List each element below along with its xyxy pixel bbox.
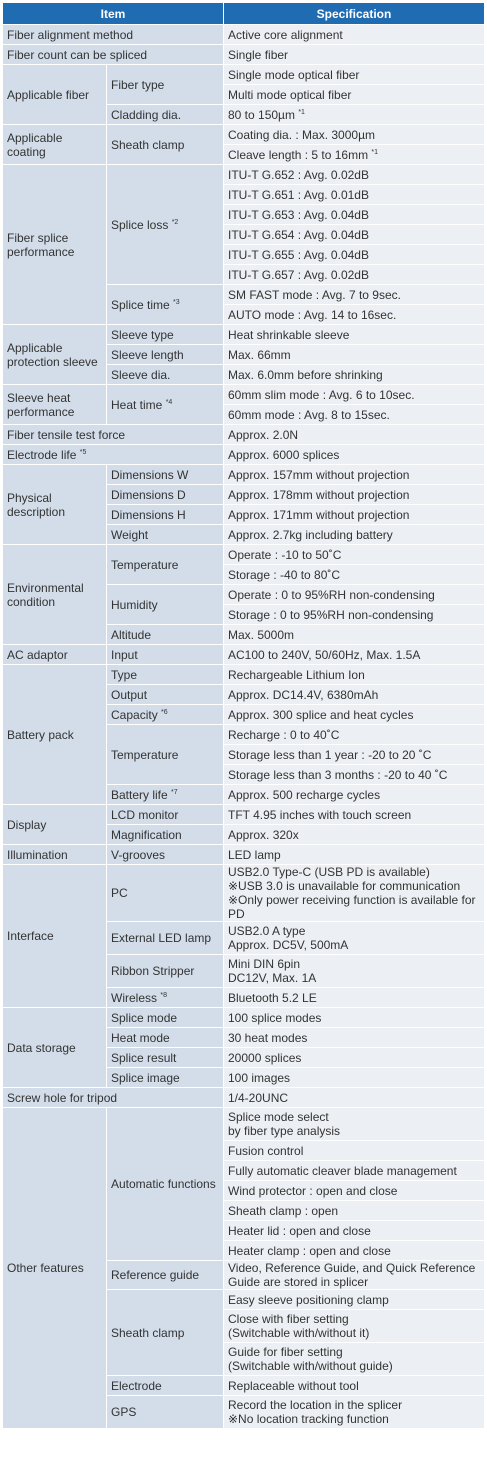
spec-value: USB2.0 Type-C (USB PD is available) ※USB 3.0 is unavailable for communication ※Only power receiving function is available for PD — [228, 865, 476, 921]
item-label-cell — [3, 445, 224, 465]
sub-item-label: Sleeve type — [111, 327, 174, 342]
sub-item-cell — [107, 125, 224, 165]
sub-item-label: Splice mode — [111, 1010, 178, 1025]
spec-value-cell — [224, 365, 485, 385]
table-row — [3, 445, 485, 465]
sub-item-label: Output — [111, 687, 148, 702]
item-label-cell — [3, 645, 107, 665]
sub-item-cell — [107, 505, 224, 525]
spec-value-cell — [224, 345, 485, 365]
spec-value: 60mm mode : Avg. 8 to 15sec. — [228, 407, 390, 422]
footnote-mark: *5 — [79, 448, 87, 456]
sub-item-cell — [107, 165, 224, 285]
spec-value: Approx. 6000 splices — [228, 447, 340, 462]
spec-value: Approx. 2.0N — [228, 427, 299, 442]
item-label-cell — [3, 45, 224, 65]
spec-value-cell — [224, 425, 485, 445]
spec-value-cell — [224, 825, 485, 845]
item-label: Interface — [7, 929, 54, 943]
spec-value-cell — [224, 625, 485, 645]
sub-item-label: Splice time — [111, 297, 170, 312]
spec-value: Max. 6.0mm before shrinking — [228, 367, 383, 382]
spec-value: Max. 5000m — [228, 627, 295, 642]
spec-value-cell — [224, 265, 485, 285]
spec-value-cell — [224, 285, 485, 305]
item-label: Display — [7, 817, 47, 832]
spec-value: Storage : 0 to 95%RH non-condensing — [228, 607, 434, 622]
sub-item-label: V-grooves — [111, 847, 166, 862]
spec-value: 1/4-20UNC — [228, 1090, 289, 1105]
spec-value: Replaceable without tool — [228, 1378, 359, 1393]
footnote-mark: *1 — [371, 148, 379, 156]
footnote-mark: *7 — [171, 788, 178, 796]
item-label: Fiber tensile test force — [7, 427, 126, 442]
spec-value-cell — [224, 485, 485, 505]
spec-value: Storage : -40 to 80˚C — [228, 567, 341, 582]
spec-value-cell — [224, 865, 485, 922]
sub-item-cell — [107, 665, 224, 685]
footnote-mark: *6 — [161, 708, 168, 716]
spec-value-cell — [224, 505, 485, 525]
spec-value-cell — [224, 1343, 485, 1376]
table-row — [3, 865, 485, 922]
sub-item-cell — [107, 105, 224, 125]
item-label-cell — [3, 385, 107, 425]
sub-item-label: Sheath clamp — [111, 137, 185, 152]
spec-value: Guide for fiber setting (Switchable with/without guide) — [228, 1345, 393, 1373]
spec-value: Bluetooth 5.2 LE — [228, 990, 317, 1005]
item-label: Other features — [7, 1261, 84, 1275]
spec-value-cell — [224, 305, 485, 325]
spec-value-cell — [224, 922, 485, 955]
spec-value: 100 splice modes — [228, 1010, 322, 1025]
sub-item-label: LCD monitor — [111, 807, 179, 822]
item-label: Data storage — [7, 1040, 76, 1055]
sub-item-label: Dimensions H — [111, 507, 186, 522]
spec-value-cell — [224, 745, 485, 765]
spec-value-cell — [224, 1028, 485, 1048]
sub-item-cell — [107, 645, 224, 665]
table-row — [3, 325, 485, 345]
sub-item-label: Heat mode — [111, 1030, 170, 1045]
sub-item-cell — [107, 725, 224, 785]
footnote-mark: *3 — [173, 298, 180, 306]
spec-value-cell — [224, 85, 485, 105]
spec-value: Active core alignment — [228, 27, 343, 42]
sub-item-cell — [107, 685, 224, 705]
sub-item-cell — [107, 805, 224, 825]
spec-value-cell — [224, 1048, 485, 1068]
sub-item-label: Wireless — [111, 990, 158, 1005]
sub-item-label: Weight — [111, 527, 149, 542]
table-row — [3, 1008, 485, 1028]
spec-value-cell — [224, 145, 485, 165]
spec-value: TFT 4.95 inches with touch screen — [228, 807, 412, 822]
item-label: Screw hole for tripod — [7, 1090, 118, 1105]
spec-value: 60mm slim mode : Avg. 6 to 10sec. — [228, 387, 415, 402]
item-label-cell — [3, 545, 107, 645]
spec-value: ITU-T G.655 : Avg. 0.04dB — [228, 247, 369, 262]
spec-value: Approx. 157mm without projection — [228, 467, 410, 482]
spec-value: Cleave length : 5 to 16mm — [228, 147, 369, 162]
spec-value: Operate : -10 to 50˚C — [228, 547, 342, 562]
spec-value-cell — [224, 1108, 485, 1141]
spec-value: Single mode optical fiber — [228, 67, 360, 82]
table-row — [3, 665, 485, 685]
sub-item-label: Splice loss — [111, 217, 169, 232]
spec-value: Fusion control — [228, 1143, 304, 1158]
footnote-mark: *1 — [298, 108, 305, 116]
sub-item-cell — [107, 285, 224, 325]
spec-value: Wind protector : open and close — [228, 1183, 398, 1198]
spec-value: USB2.0 A type Approx. DC5V, 500mA — [228, 924, 349, 952]
spec-value: Fully automatic cleaver blade management — [228, 1163, 457, 1178]
spec-value: Multi mode optical fiber — [228, 87, 352, 102]
sub-item-label: Sleeve dia. — [111, 367, 171, 382]
sub-item-label: Humidity — [111, 597, 158, 612]
spec-value-cell — [224, 988, 485, 1008]
sub-item-cell — [107, 365, 224, 385]
sub-item-label: Temperature — [111, 557, 179, 572]
spec-value: Approx. 300 splice and heat cycles — [228, 707, 414, 722]
spec-value: Approx. 320x — [228, 827, 299, 842]
table-row — [3, 545, 485, 565]
spec-value: Recharge : 0 to 40˚C — [228, 727, 340, 742]
sub-item-label: Temperature — [111, 747, 179, 762]
item-label: Applicable fiber — [7, 87, 90, 102]
spec-value: Storage less than 1 year : -20 to 20 ˚C — [228, 747, 432, 762]
sub-item-label: Ribbon Stripper — [111, 964, 195, 978]
spec-value: AUTO mode : Avg. 14 to 16sec. — [228, 307, 397, 322]
sub-item-label: Capacity — [111, 707, 158, 722]
sub-item-label: Battery life — [111, 787, 168, 802]
table-row — [3, 465, 485, 485]
spec-value-cell — [224, 1241, 485, 1261]
sub-item-cell — [107, 1290, 224, 1376]
sub-item-label: PC — [111, 886, 128, 900]
sub-item-label: Sleeve length — [111, 347, 184, 362]
sub-item-label: Reference guide — [111, 1268, 200, 1282]
sub-item-label: Sheath clamp — [111, 1325, 185, 1340]
spec-value-cell — [224, 1221, 485, 1241]
sub-item-cell — [107, 705, 224, 725]
spec-value-cell — [224, 1161, 485, 1181]
spec-value: Mini DIN 6pin DC12V, Max. 1A — [228, 957, 317, 985]
spec-value: Rechargeable Lithium Ion — [228, 667, 365, 682]
sub-item-label: Fiber type — [111, 77, 165, 92]
spec-value: Heater clamp : open and close — [228, 1243, 391, 1258]
item-label: Illumination — [7, 847, 68, 862]
item-label: Fiber splice performance — [7, 230, 75, 259]
spec-value: Video, Reference Guide, and Quick Reference Guide are stored in splicer — [228, 1261, 476, 1289]
item-label-cell — [3, 465, 107, 545]
spec-value: Sheath clamp : open — [228, 1203, 339, 1218]
spec-value-cell — [224, 525, 485, 545]
spec-value: 80 to 150µm — [228, 107, 295, 122]
item-label-cell — [3, 165, 107, 325]
table-row — [3, 65, 485, 85]
spec-value: Single fiber — [228, 47, 289, 62]
sub-item-label: External LED lamp — [111, 931, 212, 945]
spec-value-cell — [224, 1201, 485, 1221]
spec-value-cell — [224, 1008, 485, 1028]
spec-value-cell — [224, 705, 485, 725]
sub-item-cell — [107, 785, 224, 805]
spec-value-cell — [224, 325, 485, 345]
item-label-cell — [3, 665, 107, 805]
spec-value-cell — [224, 1290, 485, 1310]
sub-item-cell — [107, 585, 224, 625]
sub-item-cell — [107, 625, 224, 645]
item-label-cell — [3, 25, 224, 45]
spec-value-cell — [224, 685, 485, 705]
spec-value: Heat shrinkable sleeve — [228, 327, 350, 342]
spec-value: ITU-T G.654 : Avg. 0.04dB — [228, 227, 369, 242]
table-row — [3, 645, 485, 665]
spec-value: Heater lid : open and close — [228, 1223, 371, 1238]
sub-item-cell — [107, 865, 224, 922]
sub-item-label: Magnification — [111, 827, 182, 842]
table-row — [3, 125, 485, 145]
item-label-cell — [3, 1108, 107, 1429]
spec-value-cell — [224, 665, 485, 685]
spec-value: Close with fiber setting (Switchable with/without it) — [228, 1312, 370, 1340]
spec-value-cell — [224, 725, 485, 745]
table-row — [3, 805, 485, 825]
table-header-row — [3, 3, 485, 25]
spec-value: ITU-T G.652 : Avg. 0.02dB — [228, 167, 369, 182]
spec-value-cell — [224, 805, 485, 825]
sub-item-cell — [107, 922, 224, 955]
spec-value: ITU-T G.651 : Avg. 0.01dB — [228, 187, 369, 202]
sub-item-label: Input — [111, 647, 138, 662]
spec-value: Operate : 0 to 95%RH non-condensing — [228, 587, 435, 602]
item-label: Battery pack — [7, 727, 74, 742]
spec-value-cell — [224, 45, 485, 65]
spec-value: Storage less than 3 months : -20 to 40 ˚C — [228, 767, 448, 782]
spec-value-cell — [224, 1141, 485, 1161]
footnote-mark: *4 — [165, 398, 173, 406]
sub-item-cell — [107, 845, 224, 865]
item-label: Physical description — [7, 490, 66, 519]
footnote-mark: *2 — [171, 218, 179, 226]
item-label: Applicable coating — [7, 130, 63, 159]
spec-value-cell — [224, 185, 485, 205]
spec-value-cell — [224, 765, 485, 785]
item-label-cell — [3, 1088, 224, 1108]
sub-item-label: Dimensions W — [111, 467, 189, 482]
table-row — [3, 25, 485, 45]
spec-value-cell — [224, 105, 485, 125]
sub-item-cell — [107, 345, 224, 365]
spec-value: Approx. 2.7kg including battery — [228, 527, 393, 542]
sub-item-label: Type — [111, 667, 138, 682]
spec-value-cell — [224, 955, 485, 988]
sub-item-label: Altitude — [111, 627, 152, 642]
sub-item-cell — [107, 955, 224, 988]
sub-item-cell — [107, 1028, 224, 1048]
spec-value: Record the location in the splicer ※No location tracking function — [228, 1398, 403, 1426]
header-item: Item — [3, 3, 224, 25]
item-label-cell — [3, 65, 107, 125]
spec-value-cell — [224, 845, 485, 865]
sub-item-label: GPS — [111, 1405, 137, 1419]
spec-value: Approx. 500 recharge cycles — [228, 787, 381, 802]
spec-table — [2, 2, 485, 1429]
item-label-cell — [3, 1008, 107, 1088]
sub-item-cell — [107, 825, 224, 845]
spec-value-cell — [224, 1068, 485, 1088]
table-row — [3, 45, 485, 65]
spec-value: AC100 to 240V, 50/60Hz, Max. 1.5A — [228, 647, 421, 662]
sub-item-cell — [107, 545, 224, 585]
sub-item-label: Heat time — [111, 397, 163, 412]
table-row — [3, 845, 485, 865]
spec-value-cell — [224, 385, 485, 405]
sub-item-cell — [107, 325, 224, 345]
sub-item-cell — [107, 1376, 224, 1396]
spec-value-cell — [224, 25, 485, 45]
spec-value: Approx. 171mm without projection — [228, 507, 410, 522]
table-row — [3, 165, 485, 185]
spec-value: Easy sleeve positioning clamp — [228, 1292, 389, 1307]
spec-value-cell — [224, 1310, 485, 1343]
spec-value-cell — [224, 165, 485, 185]
spec-value-cell — [224, 645, 485, 665]
spec-value: 100 images — [228, 1070, 291, 1085]
spec-value: 30 heat modes — [228, 1030, 308, 1045]
sub-item-cell — [107, 1008, 224, 1028]
item-label: Fiber count can be spliced — [7, 47, 148, 62]
spec-value-cell — [224, 225, 485, 245]
spec-value-cell — [224, 465, 485, 485]
spec-value-cell — [224, 205, 485, 225]
sub-item-cell — [107, 1108, 224, 1261]
sub-item-cell — [107, 1396, 224, 1429]
header-spec: Specification — [224, 3, 485, 25]
sub-item-cell — [107, 465, 224, 485]
spec-value: Approx. 178mm without projection — [228, 487, 410, 502]
spec-value-cell — [224, 125, 485, 145]
sub-item-cell — [107, 385, 224, 425]
spec-value-cell — [224, 405, 485, 425]
item-label-cell — [3, 425, 224, 445]
spec-value: Coating dia. : Max. 3000µm — [228, 127, 375, 142]
table-row — [3, 1108, 485, 1141]
spec-value-cell — [224, 1396, 485, 1429]
footnote-mark: *8 — [160, 991, 167, 999]
item-label-cell — [3, 845, 107, 865]
sub-item-label: Electrode — [111, 1378, 162, 1393]
item-label: Environmental condition — [7, 580, 84, 609]
sub-item-cell — [107, 1068, 224, 1088]
spec-value: Splice mode select by fiber type analysis — [228, 1110, 341, 1138]
spec-value: SM FAST mode : Avg. 7 to 9sec. — [228, 287, 401, 302]
item-label: Electrode life — [7, 447, 77, 462]
spec-value-cell — [224, 245, 485, 265]
spec-table-body — [3, 25, 485, 1429]
spec-value: Approx. DC14.4V, 6380mAh — [228, 687, 379, 702]
sub-item-cell — [107, 1261, 224, 1290]
sub-item-cell — [107, 525, 224, 545]
table-row — [3, 385, 485, 405]
spec-value-cell — [224, 445, 485, 465]
spec-value-cell — [224, 1088, 485, 1108]
spec-value: 20000 splices — [228, 1050, 302, 1065]
spec-value-cell — [224, 1261, 485, 1290]
sub-item-label: Cladding dia. — [111, 107, 182, 122]
spec-value-cell — [224, 785, 485, 805]
sub-item-label: Splice image — [111, 1070, 180, 1085]
spec-value-cell — [224, 1181, 485, 1201]
sub-item-cell — [107, 485, 224, 505]
spec-value: ITU-T G.657 : Avg. 0.02dB — [228, 267, 369, 282]
item-label-cell — [3, 125, 107, 165]
item-label: Fiber alignment method — [7, 27, 134, 42]
sub-item-label: Dimensions D — [111, 487, 186, 502]
item-label-cell — [3, 865, 107, 1008]
item-label-cell — [3, 805, 107, 845]
sub-item-label: Splice result — [111, 1050, 177, 1065]
item-label-cell — [3, 325, 107, 385]
spec-value: LED lamp — [228, 847, 281, 862]
sub-item-cell — [107, 1048, 224, 1068]
sub-item-cell — [107, 65, 224, 105]
spec-value-cell — [224, 545, 485, 565]
spec-value-cell — [224, 565, 485, 585]
spec-value-cell — [224, 65, 485, 85]
spec-value: Max. 66mm — [228, 347, 291, 362]
sub-item-label: Automatic functions — [111, 1177, 216, 1191]
sub-item-cell — [107, 988, 224, 1008]
table-row — [3, 1088, 485, 1108]
item-label: Sleeve heat performance — [7, 390, 75, 419]
item-label: AC adaptor — [7, 647, 68, 662]
spec-value: ITU-T G.653 : Avg. 0.04dB — [228, 207, 369, 222]
spec-value-cell — [224, 1376, 485, 1396]
spec-value-cell — [224, 605, 485, 625]
table-row — [3, 425, 485, 445]
spec-value-cell — [224, 585, 485, 605]
item-label: Applicable protection sleeve — [7, 340, 98, 369]
